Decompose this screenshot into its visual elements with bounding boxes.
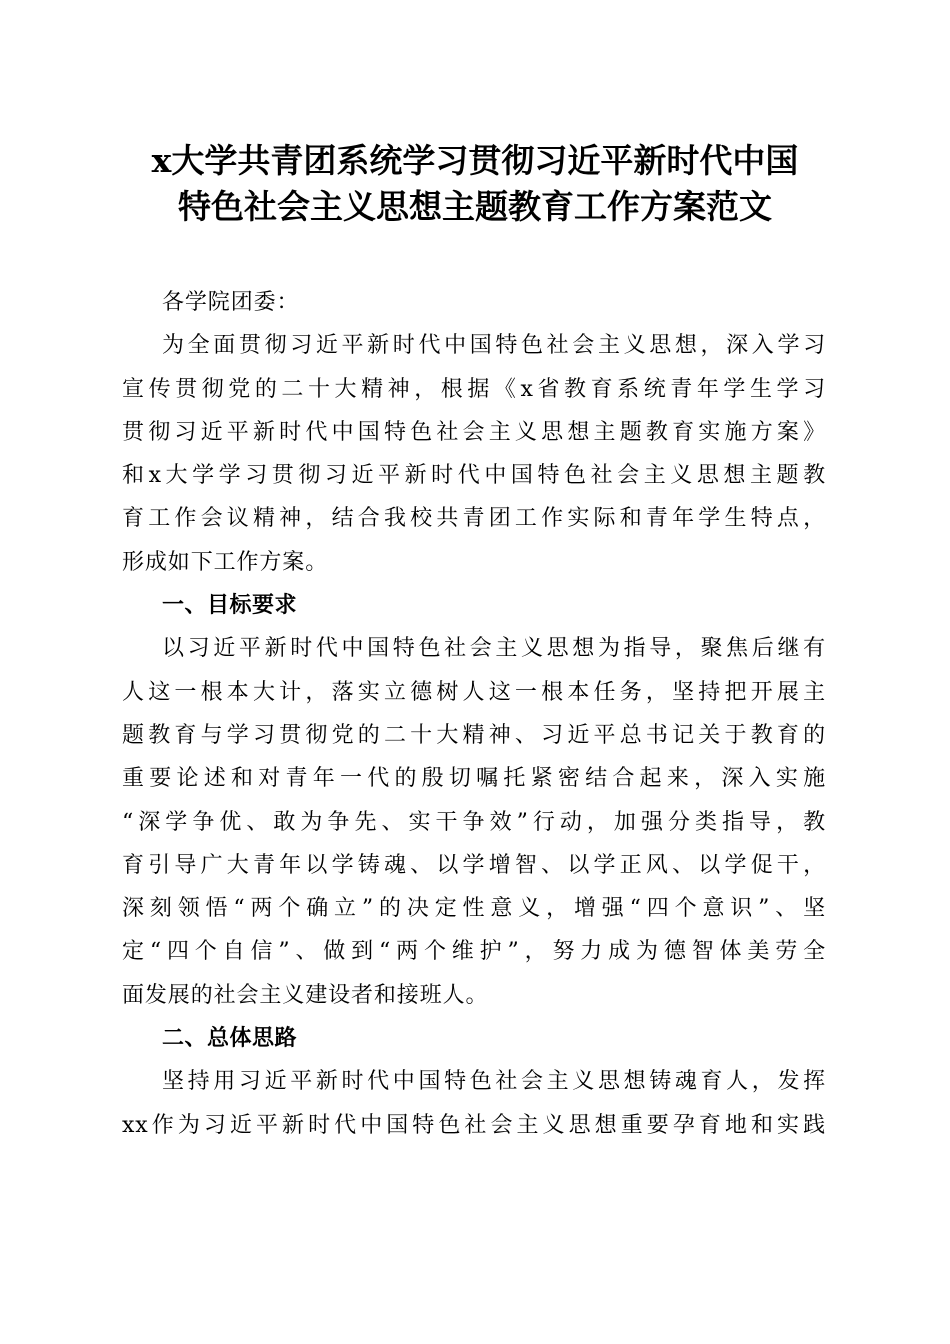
document-title [110,138,840,230]
document-body [122,281,826,1147]
goals-line: 育引导广大青年以学铸魂、以学增智、以学正风、以学促干， [122,852,826,878]
salutation: 各学院团委： [162,290,300,315]
approach-paragraph [122,1060,826,1147]
section-heading-approach: 二、总体思路 [162,1026,298,1052]
intro-line: 形成如下工作方案。 [122,549,329,575]
approach-line: xx作为习近平新时代中国特色社会主义思想重要孕育地和实践 [122,1112,826,1138]
goals-line: 深刻领悟“两个确立”的决定性意义，增强“四个意识”、坚 [122,896,826,922]
intro-paragraph [122,324,826,584]
intro-line: 贯彻习近平新时代中国特色社会主义思想主题教育实施方案》 [122,419,826,445]
goals-paragraph [122,627,826,1017]
goals-line: 以习近平新时代中国特色社会主义思想为指导，聚焦后继有 [162,636,826,662]
goals-line: 重要论述和对青年一代的殷切嘱托紧密结合起来，深入实施 [122,766,826,792]
goals-line: 定“四个自信”、做到“两个维护”，努力成为德智体美劳全 [122,939,826,965]
title-line-2: 特色社会主义思想主题教育工作方案范文 [178,187,772,226]
intro-line: 为全面贯彻习近平新时代中国特色社会主义思想，深入学习 [162,333,826,359]
goals-line: 人这一根本大计，落实立德树人这一根本任务，坚持把开展主 [122,679,826,705]
intro-line: 宣传贯彻党的二十大精神，根据《x省教育系统青年学生学习 [122,376,826,402]
goals-line: “深学争优、敢为争先、实干争效”行动，加强分类指导，教 [122,809,826,835]
section-heading-goals: 一、目标要求 [162,593,298,619]
intro-line: 育工作会议精神，结合我校共青团工作实际和青年学生特点， [122,506,826,532]
approach-line: 坚持用习近平新时代中国特色社会主义思想铸魂育人，发挥 [162,1069,826,1095]
intro-line: 和x大学学习贯彻习近平新时代中国特色社会主义思想主题教 [122,463,826,489]
title-line-1: x大学共青团系统学习贯彻习近平新时代中国 [151,141,799,180]
goals-line: 题教育与学习贯彻党的二十大精神、习近平总书记关于教育的 [122,722,826,748]
goals-line: 面发展的社会主义建设者和接班人。 [122,982,489,1008]
